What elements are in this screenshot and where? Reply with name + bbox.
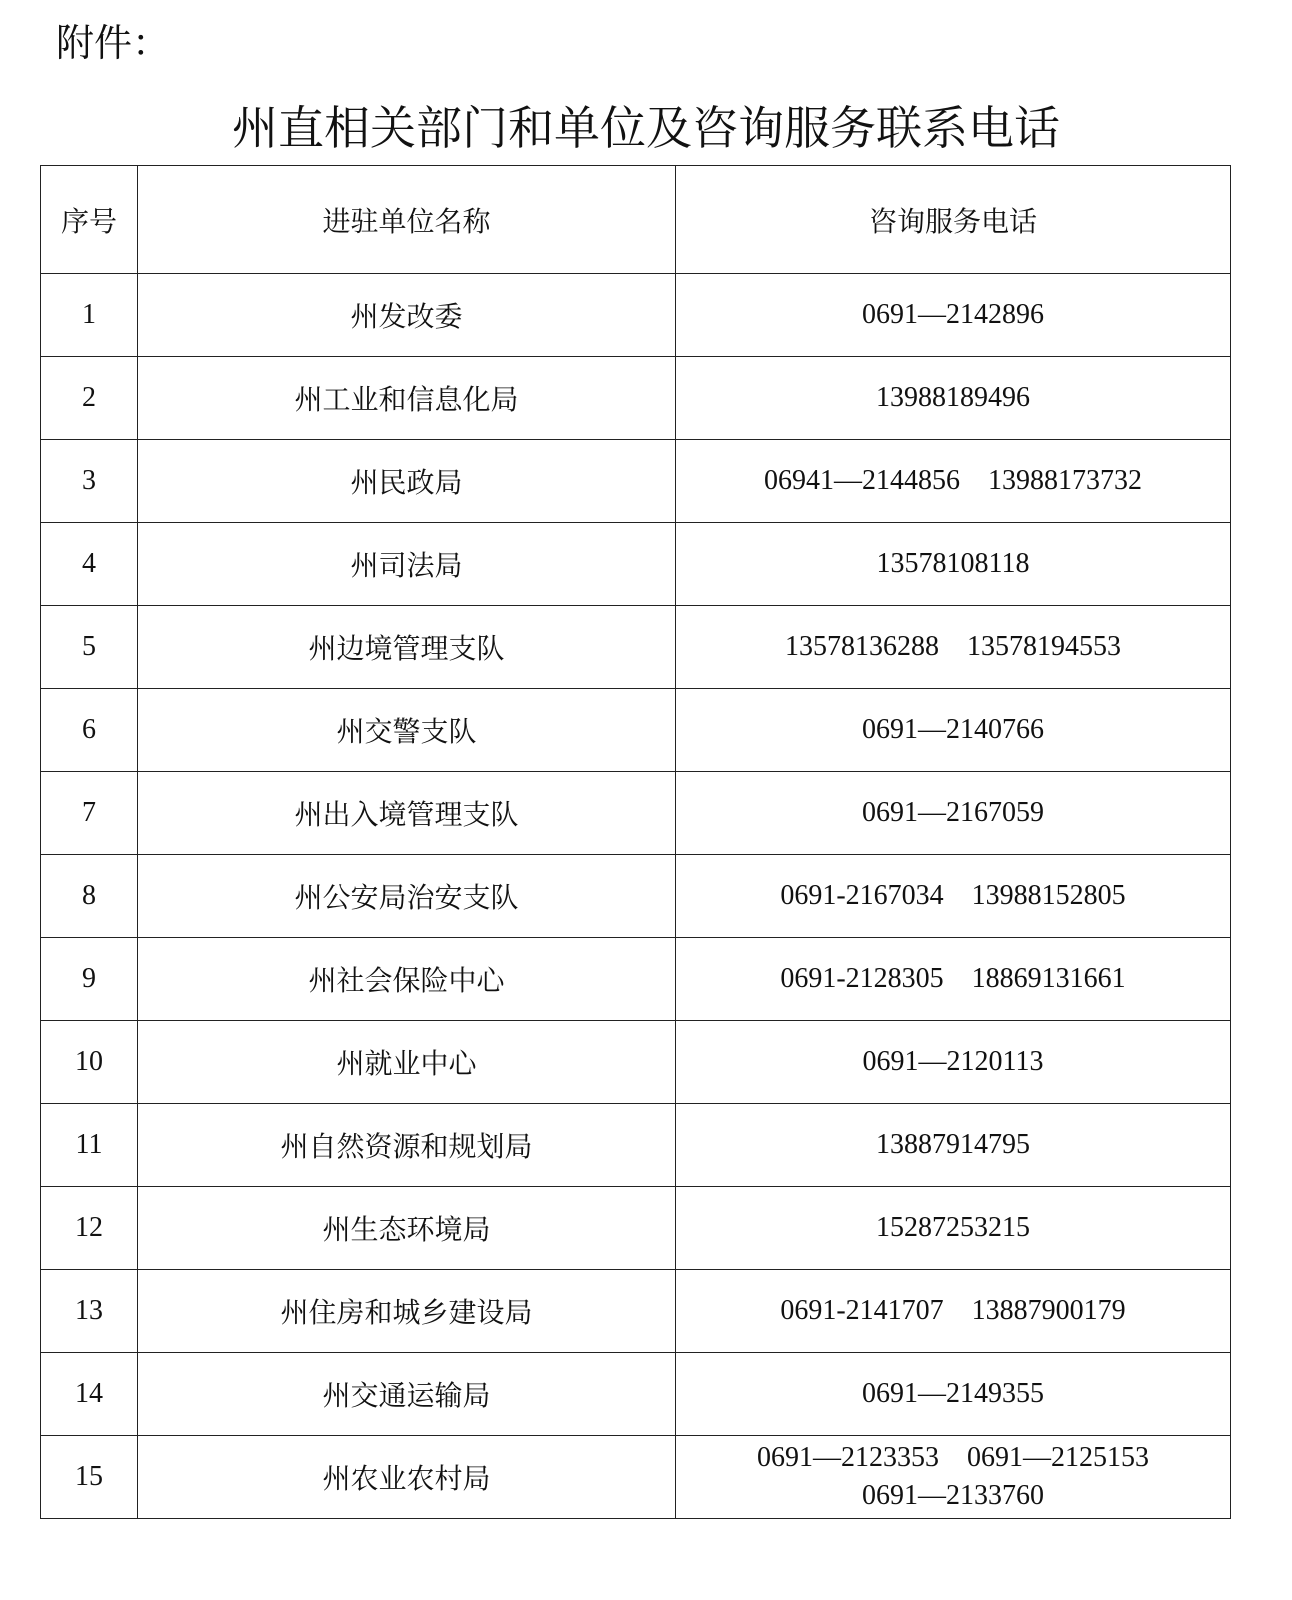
row-number: 10 [41, 1021, 138, 1104]
header-phone: 咨询服务电话 [676, 166, 1231, 274]
row-number: 9 [41, 938, 138, 1021]
phone-number: 0691—2167059 [862, 797, 1044, 828]
phone-number: 13578194553 [967, 631, 1121, 662]
phone-cell [676, 1021, 1231, 1104]
phone-cell [676, 1270, 1231, 1353]
row-number: 4 [41, 523, 138, 606]
phone-number: 13578136288 [785, 631, 939, 662]
phone-number: 0691—2142896 [862, 299, 1044, 330]
row-number: 12 [41, 1187, 138, 1270]
row-number: 15 [41, 1436, 138, 1519]
table-row [41, 274, 1231, 357]
unit-name: 州工业和信息化局 [138, 357, 676, 440]
row-number: 5 [41, 606, 138, 689]
unit-name: 州公安局治安支队 [138, 855, 676, 938]
phone-number: 13988173732 [988, 465, 1142, 496]
phone-cell [676, 855, 1231, 938]
table-row [41, 772, 1231, 855]
phone-number: 0691-2141707 [780, 1295, 944, 1326]
phone-number: 13887914795 [876, 1129, 1030, 1160]
unit-name: 州交通运输局 [138, 1353, 676, 1436]
phone-number: 0691—2120113 [862, 1046, 1044, 1077]
table-row [41, 938, 1231, 1021]
table-row [41, 689, 1231, 772]
contacts-table [40, 165, 1231, 1519]
phone-cell [676, 772, 1231, 855]
phone-number: 0691—2149355 [862, 1378, 1044, 1409]
row-number: 1 [41, 274, 138, 357]
table-row [41, 1104, 1231, 1187]
header-no: 序号 [41, 166, 138, 274]
unit-name: 州边境管理支队 [138, 606, 676, 689]
phone-cell [676, 1104, 1231, 1187]
phone-number: 0691-2128305 [780, 963, 944, 994]
row-number: 11 [41, 1104, 138, 1187]
phone-cell [676, 274, 1231, 357]
row-number: 13 [41, 1270, 138, 1353]
phone-cell [676, 357, 1231, 440]
table-body [41, 274, 1231, 1519]
header-unit: 进驻单位名称 [138, 166, 676, 274]
table-row [41, 1270, 1231, 1353]
table-row [41, 1187, 1231, 1270]
phone-number: 13887900179 [971, 1295, 1126, 1326]
phone-number: 0691—2140766 [862, 714, 1044, 745]
row-number: 2 [41, 357, 138, 440]
phone-cell [676, 1436, 1231, 1519]
unit-name: 州司法局 [138, 523, 676, 606]
table-row [41, 1021, 1231, 1104]
table-header-row [41, 166, 1231, 274]
phone-cell [676, 1353, 1231, 1436]
table-row [41, 1353, 1231, 1436]
phone-cell [676, 523, 1231, 606]
unit-name: 州自然资源和规划局 [138, 1104, 676, 1187]
phone-number: 0691—2125153 [967, 1442, 1149, 1473]
unit-name: 州农业农村局 [138, 1436, 676, 1519]
unit-name: 州就业中心 [138, 1021, 676, 1104]
table-row [41, 440, 1231, 523]
page-title: 州直相关部门和单位及咨询服务联系电话 [232, 101, 1060, 155]
phone-cell [676, 606, 1231, 689]
phone-number: 18869131661 [971, 963, 1126, 994]
unit-name: 州出入境管理支队 [138, 772, 676, 855]
phone-cell [676, 1187, 1231, 1270]
phone-number: 13988152805 [971, 880, 1126, 911]
row-number: 6 [41, 689, 138, 772]
attachment-label: 附件： [56, 21, 171, 65]
unit-name: 州住房和城乡建设局 [138, 1270, 676, 1353]
row-number: 14 [41, 1353, 138, 1436]
table-row [41, 606, 1231, 689]
phone-cell [676, 689, 1231, 772]
phone-number: 0691—2123353 [757, 1442, 939, 1473]
phone-number: 0691—2133760 [862, 1480, 1044, 1511]
table-row [41, 1436, 1231, 1519]
phone-number: 06941—2144856 [764, 465, 960, 496]
phone-number: 0691-2167034 [780, 880, 944, 911]
row-number: 8 [41, 855, 138, 938]
phone-number: 15287253215 [876, 1212, 1030, 1243]
table-row [41, 357, 1231, 440]
phone-number: 13988189496 [876, 382, 1030, 413]
phone-number: 13578108118 [876, 548, 1030, 579]
unit-name: 州交警支队 [138, 689, 676, 772]
phone-cell [676, 440, 1231, 523]
table-row [41, 523, 1231, 606]
row-number: 3 [41, 440, 138, 523]
unit-name: 州生态环境局 [138, 1187, 676, 1270]
row-number: 7 [41, 772, 138, 855]
unit-name: 州社会保险中心 [138, 938, 676, 1021]
table-row [41, 855, 1231, 938]
unit-name: 州民政局 [138, 440, 676, 523]
phone-cell [676, 938, 1231, 1021]
unit-name: 州发改委 [138, 274, 676, 357]
